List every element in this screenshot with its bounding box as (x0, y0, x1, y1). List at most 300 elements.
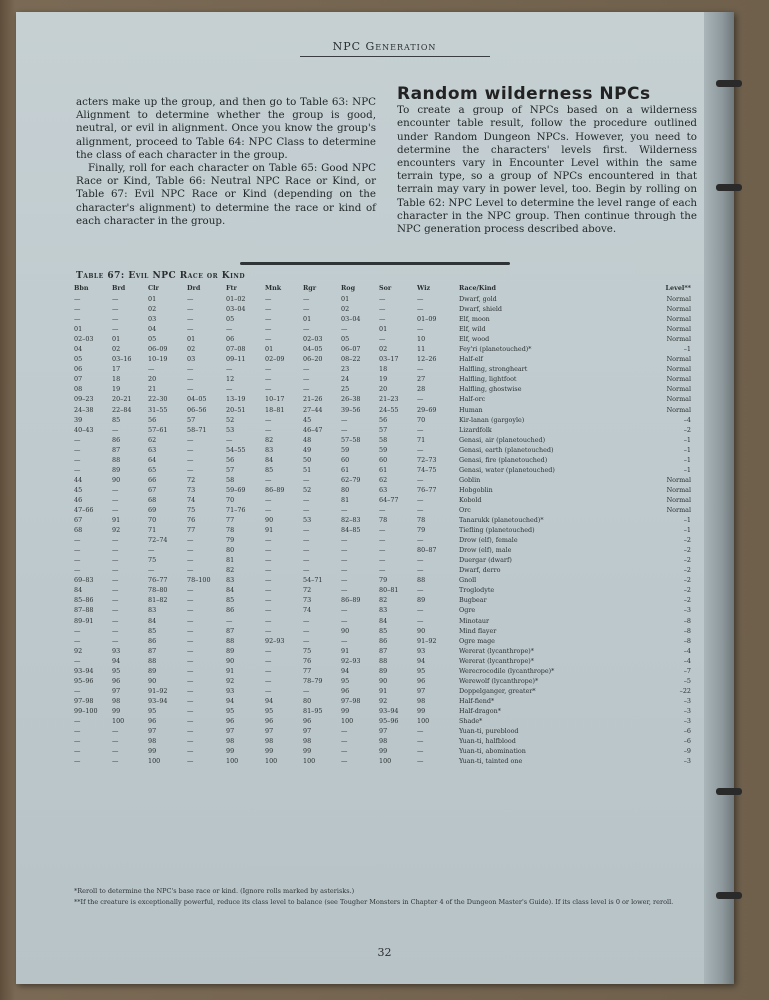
roll-range-cell: 80 (303, 696, 312, 705)
roll-range-cell: — (187, 566, 194, 575)
roll-range-cell: — (112, 295, 119, 303)
roll-range-cell: — (303, 505, 310, 514)
table-row (72, 726, 691, 736)
roll-range-cell: — (265, 425, 272, 434)
roll-range-cell: 46 (74, 495, 83, 504)
roll-range-cell: 98 (112, 696, 121, 705)
roll-range-cell: 81–82 (148, 596, 168, 605)
table-row (72, 565, 691, 575)
roll-range-cell: 58 (226, 475, 235, 484)
roll-range-cell: 25 (341, 385, 350, 394)
roll-range-cell: 75 (303, 646, 312, 655)
level-cell: Normal (666, 315, 691, 324)
roll-range-cell: 98 (379, 737, 388, 746)
roll-range-cell: — (265, 556, 272, 565)
roll-range-cell: 91 (226, 666, 235, 675)
column-header: Clr (148, 284, 159, 293)
roll-range-cell: 94 (341, 666, 350, 675)
column-header: Mnk (265, 284, 282, 293)
roll-range-cell: — (148, 546, 155, 555)
roll-range-cell: 72–74 (148, 536, 168, 545)
race-kind-cell: Drow (elf), male (459, 546, 512, 555)
roll-range-cell: 100 (148, 757, 161, 766)
roll-range-cell: 58–71 (187, 425, 207, 434)
table-header-row (72, 283, 691, 294)
race-kind-cell: Ogre mage (459, 636, 495, 645)
race-kind-cell: Yuan-ti, halfblood (459, 737, 516, 746)
roll-range-cell: — (379, 315, 386, 324)
roll-range-cell: — (417, 536, 424, 545)
roll-range-cell: 100 (226, 757, 239, 766)
roll-range-cell: 18–81 (265, 405, 285, 414)
evil-npc-race-table (72, 283, 691, 766)
roll-range-cell: — (74, 626, 81, 635)
roll-range-cell: 90 (112, 475, 121, 484)
roll-range-cell: 06–20 (303, 355, 323, 364)
roll-range-cell: 63 (148, 445, 157, 454)
roll-range-cell: 93–94 (379, 706, 399, 715)
roll-range-cell: — (112, 495, 119, 504)
roll-range-cell: 87 (379, 646, 388, 655)
roll-range-cell: 02–09 (265, 355, 285, 364)
roll-range-cell: — (112, 546, 119, 555)
roll-range-cell: — (265, 676, 272, 685)
roll-range-cell: — (303, 626, 310, 635)
level-cell: Normal (666, 325, 691, 334)
roll-range-cell: 72 (187, 475, 196, 484)
roll-range-cell: — (74, 435, 81, 444)
roll-range-cell: 71–76 (226, 505, 246, 514)
roll-range-cell: — (379, 536, 386, 545)
roll-range-cell: 39–56 (341, 405, 361, 414)
race-kind-cell: Genasi, water (planetouched) (459, 465, 555, 474)
roll-range-cell: 89 (417, 596, 426, 605)
roll-range-cell: — (74, 747, 81, 756)
roll-range-cell: 01 (187, 335, 196, 344)
roll-range-cell: 80–81 (379, 586, 399, 595)
roll-range-cell: — (265, 546, 272, 555)
roll-range-cell: 100 (112, 716, 125, 725)
roll-range-cell: — (341, 415, 348, 424)
level-cell: –2 (683, 546, 691, 555)
roll-range-cell: 99 (379, 747, 388, 756)
roll-range-cell: — (303, 566, 310, 575)
roll-range-cell: — (341, 737, 348, 746)
roll-range-cell: — (187, 325, 194, 334)
roll-range-cell: 09–23 (74, 395, 94, 404)
roll-range-cell: — (187, 455, 194, 464)
race-kind-cell: Tiefling (planetouched) (459, 526, 535, 535)
roll-range-cell: 85–86 (74, 596, 94, 605)
roll-range-cell: — (303, 295, 310, 303)
roll-range-cell: 97 (226, 727, 235, 736)
roll-range-cell: — (226, 616, 233, 625)
roll-range-cell: — (341, 556, 348, 565)
race-kind-cell: Drow (elf), female (459, 536, 518, 545)
roll-range-cell: — (303, 556, 310, 565)
roll-range-cell: 74–75 (417, 465, 437, 474)
roll-range-cell: 10 (417, 335, 426, 344)
roll-range-cell: 97 (265, 727, 274, 736)
roll-range-cell: 96 (112, 676, 121, 685)
column-header: Race/Kind (459, 284, 496, 293)
roll-range-cell: 58 (379, 435, 388, 444)
roll-range-cell: — (187, 626, 194, 635)
table-row (72, 595, 691, 605)
level-cell: Normal (666, 475, 691, 484)
roll-range-cell: 65 (148, 465, 157, 474)
roll-range-cell: 85 (148, 626, 157, 635)
race-kind-cell: Troglodyte (459, 586, 495, 595)
level-cell: –5 (683, 676, 691, 685)
table-row (72, 575, 691, 585)
roll-range-cell: 97 (379, 727, 388, 736)
roll-range-cell: 96 (341, 686, 350, 695)
roll-range-cell: 86–89 (341, 596, 361, 605)
roll-range-cell: — (379, 305, 386, 314)
roll-range-cell: 70 (148, 516, 157, 525)
right-paragraph: To create a group of NPCs based on a wilderness encounter table result, follow the procedure outlined under Random Dungeon NPCs. However, you need to determine the characters' levels first. Wilderness encounters vary in Encounter Level within the same terrain type, so a group of NPCs encountered in that terrain may vary in power level, too. Begin by rolling on Table 62: NPC Level to determine the level range of each character in the NPC group. Then continue through the NPC generation process described above. (397, 104, 697, 236)
table-row (72, 435, 691, 445)
roll-range-cell: 98 (303, 737, 312, 746)
roll-range-cell: — (417, 425, 424, 434)
table-row (72, 535, 691, 545)
race-kind-cell: Fey'ri (planetouched)* (459, 345, 532, 354)
roll-range-cell: — (417, 616, 424, 625)
roll-range-cell: 86 (112, 435, 121, 444)
race-kind-cell: Bugbear (459, 596, 487, 605)
table-row (72, 384, 691, 394)
roll-range-cell: 88 (379, 656, 388, 665)
roll-range-cell: — (417, 365, 424, 374)
roll-range-cell: — (112, 325, 119, 334)
race-kind-cell: Duergar (dwarf) (459, 556, 512, 565)
race-kind-cell: Wererat (lycanthrope)* (459, 656, 534, 665)
roll-range-cell: 99 (417, 706, 426, 715)
roll-range-cell: 93 (112, 646, 121, 655)
table-row (72, 545, 691, 555)
roll-range-cell: 98 (417, 696, 426, 705)
roll-range-cell: 01 (148, 295, 157, 303)
roll-range-cell: 74 (187, 495, 196, 504)
roll-range-cell: 71 (417, 435, 426, 444)
roll-range-cell: 97 (148, 727, 157, 736)
roll-range-cell: — (74, 737, 81, 746)
roll-range-cell: — (187, 536, 194, 545)
roll-range-cell: 94 (226, 696, 235, 705)
roll-range-cell: — (112, 536, 119, 545)
roll-range-cell: — (417, 505, 424, 514)
roll-range-cell: 59 (379, 445, 388, 454)
column-header: Bbn (74, 284, 89, 293)
roll-range-cell: — (148, 566, 155, 575)
level-cell: –4 (683, 646, 691, 655)
roll-range-cell: — (112, 747, 119, 756)
roll-range-cell: — (303, 536, 310, 545)
level-cell: Normal (666, 375, 691, 384)
roll-range-cell: 61 (341, 465, 350, 474)
roll-range-cell: 12 (226, 375, 235, 384)
roll-range-cell: 52 (226, 415, 235, 424)
race-kind-cell: Half-elf (459, 355, 483, 364)
race-kind-cell: Dwarf, shield (459, 305, 503, 314)
roll-range-cell: — (341, 546, 348, 555)
roll-range-cell: 67 (148, 485, 157, 494)
table-row (72, 626, 691, 636)
roll-range-cell: — (187, 606, 194, 615)
roll-range-cell: 98 (265, 737, 274, 746)
roll-range-cell: — (303, 325, 310, 334)
roll-range-cell: 85 (265, 465, 274, 474)
roll-range-cell: 05 (148, 335, 157, 344)
roll-range-cell: — (112, 566, 119, 575)
roll-range-cell: 100 (341, 716, 354, 725)
roll-range-cell: 54–71 (303, 576, 323, 585)
roll-range-cell: — (112, 556, 119, 565)
roll-range-cell: — (265, 686, 272, 695)
roll-range-cell: 01 (265, 345, 274, 354)
roll-range-cell: 100 (417, 716, 430, 725)
roll-range-cell: — (187, 666, 194, 675)
roll-range-cell: — (265, 656, 272, 665)
roll-range-cell: — (265, 315, 272, 324)
race-kind-cell: Goblin (459, 475, 481, 484)
roll-range-cell: 04 (148, 325, 157, 334)
roll-range-cell: 77 (187, 526, 196, 535)
roll-range-cell: 85 (226, 596, 235, 605)
roll-range-cell: — (417, 305, 424, 314)
race-kind-cell: Gnoll (459, 576, 477, 585)
roll-range-cell: — (112, 727, 119, 736)
roll-range-cell: — (112, 596, 119, 605)
roll-range-cell: — (417, 395, 424, 404)
roll-range-cell: — (74, 566, 81, 575)
roll-range-cell: 59 (341, 445, 350, 454)
roll-range-cell: 79 (417, 526, 426, 535)
roll-range-cell: — (417, 737, 424, 746)
roll-range-cell: — (187, 586, 194, 595)
roll-range-cell: 01 (74, 325, 83, 334)
roll-range-cell: 95–96 (74, 676, 94, 685)
roll-range-cell: 91–92 (148, 686, 168, 695)
roll-range-cell: — (226, 365, 233, 374)
roll-range-cell: — (187, 706, 194, 715)
roll-range-cell: — (417, 566, 424, 575)
roll-range-cell: 83 (379, 606, 388, 615)
roll-range-cell: 99 (148, 747, 157, 756)
roll-range-cell: 97 (112, 686, 121, 695)
roll-range-cell: 57–61 (148, 425, 168, 434)
level-cell: Normal (666, 495, 691, 504)
race-kind-cell: Half-orc (459, 395, 486, 404)
roll-range-cell: — (112, 485, 119, 494)
race-kind-cell: Minotaur (459, 616, 490, 625)
roll-range-cell: 03–16 (112, 355, 132, 364)
roll-range-cell: 48 (303, 435, 312, 444)
race-kind-cell: Elf, wood (459, 335, 490, 344)
roll-range-cell: — (341, 636, 348, 645)
race-kind-cell: Genasi, fire (planetouched) (459, 455, 548, 464)
roll-range-cell: 20–21 (112, 395, 132, 404)
roll-range-cell: — (187, 465, 194, 474)
roll-range-cell: 71 (148, 526, 157, 535)
roll-range-cell: — (417, 727, 424, 736)
roll-range-cell: — (226, 385, 233, 394)
column-header: Brd (112, 284, 126, 293)
roll-range-cell: 08 (74, 385, 83, 394)
roll-range-cell: 57 (379, 425, 388, 434)
table-row (72, 676, 691, 686)
roll-range-cell: — (74, 455, 81, 464)
roll-range-cell: 02–03 (74, 335, 94, 344)
roll-range-cell: 02 (379, 345, 388, 354)
race-kind-cell: Lizardfolk (459, 425, 492, 434)
roll-range-cell: — (265, 566, 272, 575)
roll-range-cell: 57 (226, 465, 235, 474)
roll-range-cell: 51 (303, 465, 312, 474)
roll-range-cell: 73 (303, 596, 312, 605)
roll-range-cell: 82 (379, 596, 388, 605)
roll-range-cell: — (187, 757, 194, 766)
roll-range-cell: 67 (74, 516, 83, 525)
roll-range-cell: 100 (265, 757, 278, 766)
roll-range-cell: 20 (148, 375, 157, 384)
roll-range-cell: — (303, 375, 310, 384)
roll-range-cell: 78 (226, 526, 235, 535)
roll-range-cell: 56 (148, 415, 157, 424)
header-rule (300, 56, 490, 57)
section-title: Random wilderness NPCs (397, 84, 651, 104)
level-cell: Normal (666, 485, 691, 494)
roll-range-cell: 01 (341, 295, 350, 303)
roll-range-cell: 27 (417, 375, 426, 384)
roll-range-cell: 93 (226, 686, 235, 695)
roll-range-cell: — (187, 445, 194, 454)
roll-range-cell: 83 (265, 445, 274, 454)
table-row (72, 344, 691, 354)
roll-range-cell: — (341, 425, 348, 434)
race-kind-cell: Orc (459, 505, 471, 514)
roll-range-cell: — (112, 505, 119, 514)
table-row (72, 405, 691, 415)
roll-range-cell: — (74, 295, 81, 303)
roll-range-cell: 77 (226, 516, 235, 525)
roll-range-cell: 96 (226, 716, 235, 725)
roll-range-cell: 87 (226, 626, 235, 635)
roll-range-cell: — (74, 445, 81, 454)
race-kind-cell: Halfling, strongheart (459, 365, 528, 374)
table-row (72, 324, 691, 334)
roll-range-cell: 28 (417, 385, 426, 394)
table-row (72, 334, 691, 344)
level-cell: –6 (683, 737, 691, 746)
race-kind-cell: Halfling, ghostwise (459, 385, 522, 394)
roll-range-cell: — (187, 727, 194, 736)
race-kind-cell: Half-dragon* (459, 706, 501, 715)
roll-range-cell: 02 (112, 345, 121, 354)
roll-range-cell: — (187, 696, 194, 705)
roll-range-cell: — (265, 325, 272, 334)
level-cell: –4 (683, 415, 691, 424)
roll-range-cell: 90 (341, 626, 350, 635)
roll-range-cell: 89–91 (74, 616, 94, 625)
roll-range-cell: 17 (112, 365, 121, 374)
table-row (72, 696, 691, 706)
roll-range-cell: 80 (341, 485, 350, 494)
roll-range-cell: 03–04 (341, 315, 361, 324)
roll-range-cell: 95 (417, 666, 426, 675)
roll-range-cell: 95 (226, 706, 235, 715)
roll-range-cell: — (379, 566, 386, 575)
roll-range-cell: — (417, 295, 424, 303)
roll-range-cell: 05 (74, 355, 83, 364)
level-cell: –3 (683, 696, 691, 705)
roll-range-cell: — (187, 676, 194, 685)
roll-range-cell: 76–77 (417, 485, 437, 494)
roll-range-cell: 99 (265, 747, 274, 756)
level-cell: Normal (666, 305, 691, 314)
roll-range-cell: 87–88 (74, 606, 94, 615)
table-row (72, 646, 691, 656)
roll-range-cell: 54–55 (226, 445, 246, 454)
roll-range-cell: 99 (341, 706, 350, 715)
roll-range-cell: 27–44 (303, 405, 323, 414)
roll-range-cell: — (74, 556, 81, 565)
level-cell: Normal (666, 335, 691, 344)
roll-range-cell: 92 (112, 526, 121, 535)
roll-range-cell: — (417, 586, 424, 595)
level-cell: –1 (683, 345, 691, 354)
roll-range-cell: 50 (303, 455, 312, 464)
roll-range-cell: 98 (226, 737, 235, 746)
roll-range-cell: 10–17 (265, 395, 285, 404)
roll-range-cell: — (187, 716, 194, 725)
roll-range-cell: 11 (417, 345, 426, 354)
race-kind-cell: Genasi, earth (planetouched) (459, 445, 554, 454)
roll-range-cell: — (265, 415, 272, 424)
race-kind-cell: Yuan-ti, pureblood (459, 727, 519, 736)
roll-range-cell: 76 (303, 656, 312, 665)
roll-range-cell: — (379, 546, 386, 555)
roll-range-cell: 80–87 (417, 546, 437, 555)
roll-range-cell: 76–77 (148, 576, 168, 585)
roll-range-cell: 90 (379, 676, 388, 685)
roll-range-cell: 09–11 (226, 355, 246, 364)
roll-range-cell: 91 (379, 686, 388, 695)
table-row (72, 515, 691, 525)
roll-range-cell: 95 (148, 706, 157, 715)
roll-range-cell: — (112, 606, 119, 615)
roll-range-cell: 92 (226, 676, 235, 685)
level-cell: –1 (683, 455, 691, 464)
roll-range-cell: 24 (341, 375, 350, 384)
roll-range-cell: 85 (379, 626, 388, 635)
level-cell: Normal (666, 385, 691, 394)
roll-range-cell: 66 (148, 475, 157, 484)
roll-range-cell: 53 (303, 516, 312, 525)
roll-range-cell: 04–05 (187, 395, 207, 404)
roll-range-cell: — (112, 425, 119, 434)
roll-range-cell: 96 (303, 716, 312, 725)
roll-range-cell: 95–96 (379, 716, 399, 725)
roll-range-cell: 79 (226, 536, 235, 545)
table-row (72, 314, 691, 324)
roll-range-cell: 03–04 (226, 305, 246, 314)
roll-range-cell: 96 (148, 716, 157, 725)
column-header: Sor (379, 284, 392, 293)
roll-range-cell: 62–79 (341, 475, 361, 484)
roll-range-cell: 45 (74, 485, 83, 494)
